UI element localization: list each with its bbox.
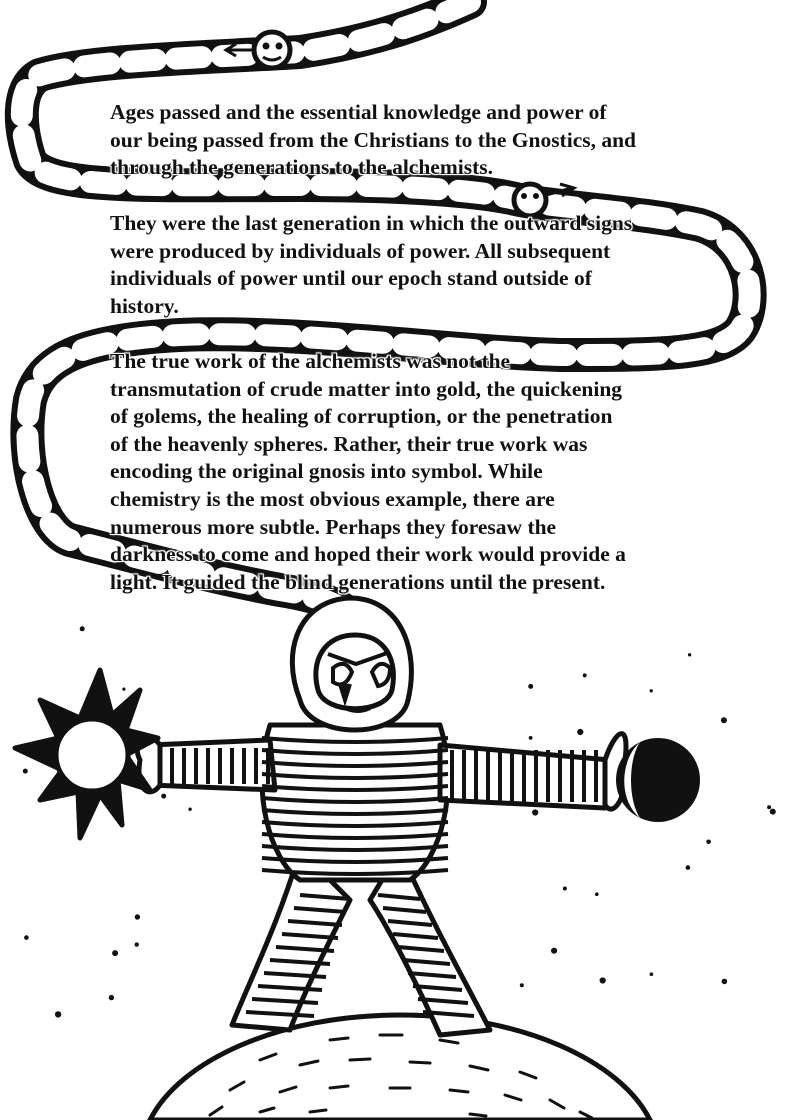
planet-illustration bbox=[150, 1015, 650, 1120]
moon-icon bbox=[616, 738, 700, 822]
star-dot bbox=[686, 865, 691, 870]
star-dot bbox=[23, 769, 28, 774]
star-dot bbox=[55, 1011, 61, 1017]
star-dot bbox=[577, 729, 583, 735]
star-dot bbox=[721, 717, 727, 723]
star-dot bbox=[770, 809, 776, 815]
narration-line: transmutation of crude matter into gold, the quickening bbox=[110, 376, 623, 401]
narration-line: our being passed from the Christians to the Gnostics, and bbox=[110, 127, 637, 152]
narration-line: Ages passed and the essential knowledge and power of bbox=[110, 100, 607, 124]
narration-line: They were the last generation in which the outward signs bbox=[110, 211, 633, 235]
narration-line: light. It guided the blind generations until the present. bbox=[110, 569, 606, 594]
star-dot bbox=[706, 840, 711, 845]
star-dot bbox=[112, 950, 118, 956]
narration-line: darkness to come and hoped their work would provide a bbox=[110, 542, 626, 567]
star-dot bbox=[122, 688, 125, 691]
star-dot bbox=[532, 809, 538, 815]
star-dot bbox=[767, 805, 771, 809]
narration-paragraph-3 bbox=[110, 348, 710, 596]
narration-line: through the generations to the alchemists. bbox=[110, 155, 494, 180]
star-dot bbox=[24, 935, 29, 940]
narration-line: of the heavenly spheres. Rather, their true work was bbox=[110, 431, 588, 456]
star-dot bbox=[528, 684, 533, 689]
star-dot bbox=[551, 948, 557, 954]
narration-line: chemistry is the most obvious example, there are bbox=[110, 486, 555, 511]
star-dot bbox=[520, 983, 524, 987]
star-dot bbox=[650, 689, 653, 692]
star-dot bbox=[600, 977, 606, 983]
star-dot bbox=[688, 653, 691, 656]
star-dot bbox=[80, 626, 85, 631]
narration-line: The true work of the alchemists was not the bbox=[110, 349, 511, 373]
narration-line: were produced by individuals of power. All subsequent bbox=[110, 238, 611, 263]
narration-paragraph-2 bbox=[110, 210, 710, 320]
star-dot bbox=[109, 995, 114, 1000]
narration-line: history. bbox=[110, 293, 179, 318]
narration-line: numerous more subtle. Perhaps they foresaw the bbox=[110, 514, 557, 539]
star-dot bbox=[529, 736, 533, 740]
star-dot bbox=[161, 794, 166, 799]
star-dot bbox=[188, 808, 191, 811]
star-dot bbox=[563, 887, 567, 891]
star-dot bbox=[650, 972, 654, 976]
star-dot bbox=[595, 892, 599, 896]
narration-line: encoding the original gnosis into symbol. While bbox=[110, 459, 543, 484]
narration-line: individuals of power until our epoch stand outside of bbox=[110, 266, 592, 291]
star-dot bbox=[583, 673, 587, 677]
narration-line: of golems, the healing of corruption, or the penetration bbox=[110, 404, 613, 429]
star-dot bbox=[135, 914, 140, 919]
narration-paragraph-1 bbox=[110, 99, 710, 182]
star-dot bbox=[722, 979, 728, 985]
star-dot bbox=[135, 942, 139, 946]
